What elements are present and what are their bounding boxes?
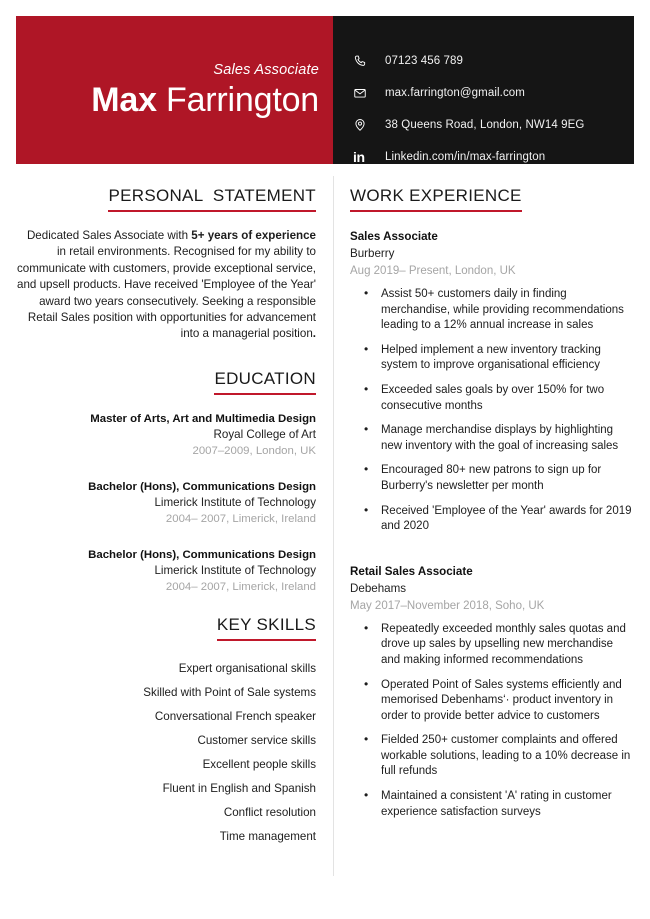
job-date: May 2017–November 2018, Soho, UK [350, 599, 545, 612]
education-date: 2004– 2007, Limerick, Ireland [165, 581, 316, 594]
list-item: • Repeatedly exceeded monthly sales quotas and drove up sales by upselling new merchandise and making informed recommendations [350, 622, 634, 669]
list-item: Conflict resolution [223, 805, 316, 819]
education-degree: Bachelor (Hons), Communications Design [88, 548, 316, 561]
list-item: • Exceeded sales goals by over 150% for two consecutive months [350, 383, 634, 414]
list-item: • Fielded 250+ customer complaints and offered workable solutions, leading to a 10% decrease in full refunds [350, 733, 634, 780]
list-item: • Maintained a consistent 'A' rating in customer experience satisfaction surveys [350, 789, 634, 820]
header-name-panel [16, 16, 333, 164]
linkedin-glyph: in [353, 148, 365, 165]
section-work-experience-header [350, 186, 634, 212]
list-item: Expert organisational skills [178, 661, 316, 675]
left-column [16, 186, 316, 849]
linkedin-url: Linkedin.com/in/max-farrington [385, 150, 546, 163]
job-role: Retail Sales Associate [350, 564, 473, 578]
first-name: Max [91, 81, 157, 119]
list-item: • Helped implement a new inventory tracking system to improve organisational efficiency [350, 343, 634, 374]
section-key-skills-header [16, 615, 316, 641]
list-item: Fluent in English and Spanish [162, 781, 316, 795]
contact-item-location[interactable] [353, 110, 624, 139]
personal-statement-text [16, 228, 316, 343]
statement-part-2: in retail environments. Recognised for my ability to communicate with customers, provide exceptional service, and upsell products. Have received 'Employee of the Year' award two years consecutively. Seeking a responsible Retail Sales position with opportunities for advancement into a managerial position [17, 245, 316, 341]
contact-item-phone[interactable] [353, 46, 624, 75]
list-item: • Assist 50+ customers daily in finding merchandise, while providing recommendations leading to a 12% annual increase in sales [350, 287, 634, 334]
list-item: • Received 'Employee of the Year' awards for 2019 and 2020 [350, 504, 634, 535]
job-bullet-list [350, 622, 634, 821]
envelope-icon [353, 86, 375, 100]
education-school: Royal College of Art [213, 427, 316, 441]
phone-icon [353, 54, 375, 68]
job-company: Burberry [350, 247, 395, 260]
list-item: Customer service skills [197, 733, 316, 747]
education-date: 2004– 2007, Limerick, Ireland [165, 513, 316, 526]
education-school: Limerick Institute of Technology [154, 563, 316, 577]
postal-address: 38 Queens Road, London, NW14 9EG [385, 118, 585, 131]
statement-bold-phrase: 5+ years of experience [191, 229, 316, 242]
header-job-title: Sales Associate [213, 62, 319, 78]
contact-item-linkedin[interactable] [353, 142, 624, 171]
education-entry [16, 411, 316, 460]
job-company: Debehams [350, 581, 407, 595]
list-item: Skilled with Point of Sale systems [143, 685, 316, 699]
header-contact-panel [333, 16, 634, 164]
section-heading-work-experience: WORK EXPERIENCE [350, 186, 522, 212]
key-skills-list [16, 657, 316, 849]
name-block [91, 62, 319, 120]
section-education-header [16, 369, 316, 395]
education-degree: Bachelor (Hons), Communications Design [88, 480, 316, 493]
list-item: • Encouraged 80+ new patrons to sign up for Burberry's newsletter per month [350, 463, 634, 494]
page-title [91, 80, 319, 120]
job-bullet-list [350, 287, 634, 535]
last-name: Farrington [156, 81, 319, 119]
location-pin-icon [353, 118, 375, 132]
resume-header [16, 16, 634, 164]
linkedin-icon [353, 150, 375, 164]
contact-list [353, 46, 624, 174]
statement-part-1: Dedicated Sales Associate with [26, 229, 192, 242]
education-school: Limerick Institute of Technology [154, 495, 316, 509]
list-item: Conversational French speaker [154, 709, 316, 723]
work-experience-entry [350, 563, 634, 821]
education-degree: Master of Arts, Art and Multimedia Design [90, 412, 316, 425]
education-entry [16, 547, 316, 596]
list-item: • Manage merchandise displays by highlighting new inventory with the goal of increasing sales [350, 423, 634, 454]
phone-number: 07123 456 789 [385, 54, 464, 67]
list-item: • Operated Point of Sales systems efficiently and memorised Debenhams‘· product inventory in order to provide better advice to customers [350, 678, 634, 725]
section-spacer [350, 549, 634, 563]
education-entry [16, 479, 316, 528]
right-column [350, 186, 634, 834]
list-item: Excellent people skills [202, 757, 316, 771]
email-address: max.farrington@gmail.com [385, 86, 525, 99]
section-personal-statement-header [16, 186, 316, 212]
work-experience-entry [350, 228, 634, 535]
section-heading-key-skills: KEY SKILLS [217, 615, 316, 641]
section-heading-education: EDUCATION [214, 369, 316, 395]
statement-trailing-period: . [312, 327, 316, 341]
education-date: 2007–2009, London, UK [192, 445, 316, 458]
column-divider [333, 176, 334, 876]
list-item: Time management [219, 829, 316, 843]
job-role: Sales Associate [350, 230, 438, 243]
job-date: Aug 2019– Present, London, UK [350, 265, 516, 277]
section-heading-personal-statement: PERSONAL STATEMENT [108, 186, 316, 212]
contact-item-email[interactable] [353, 78, 624, 107]
